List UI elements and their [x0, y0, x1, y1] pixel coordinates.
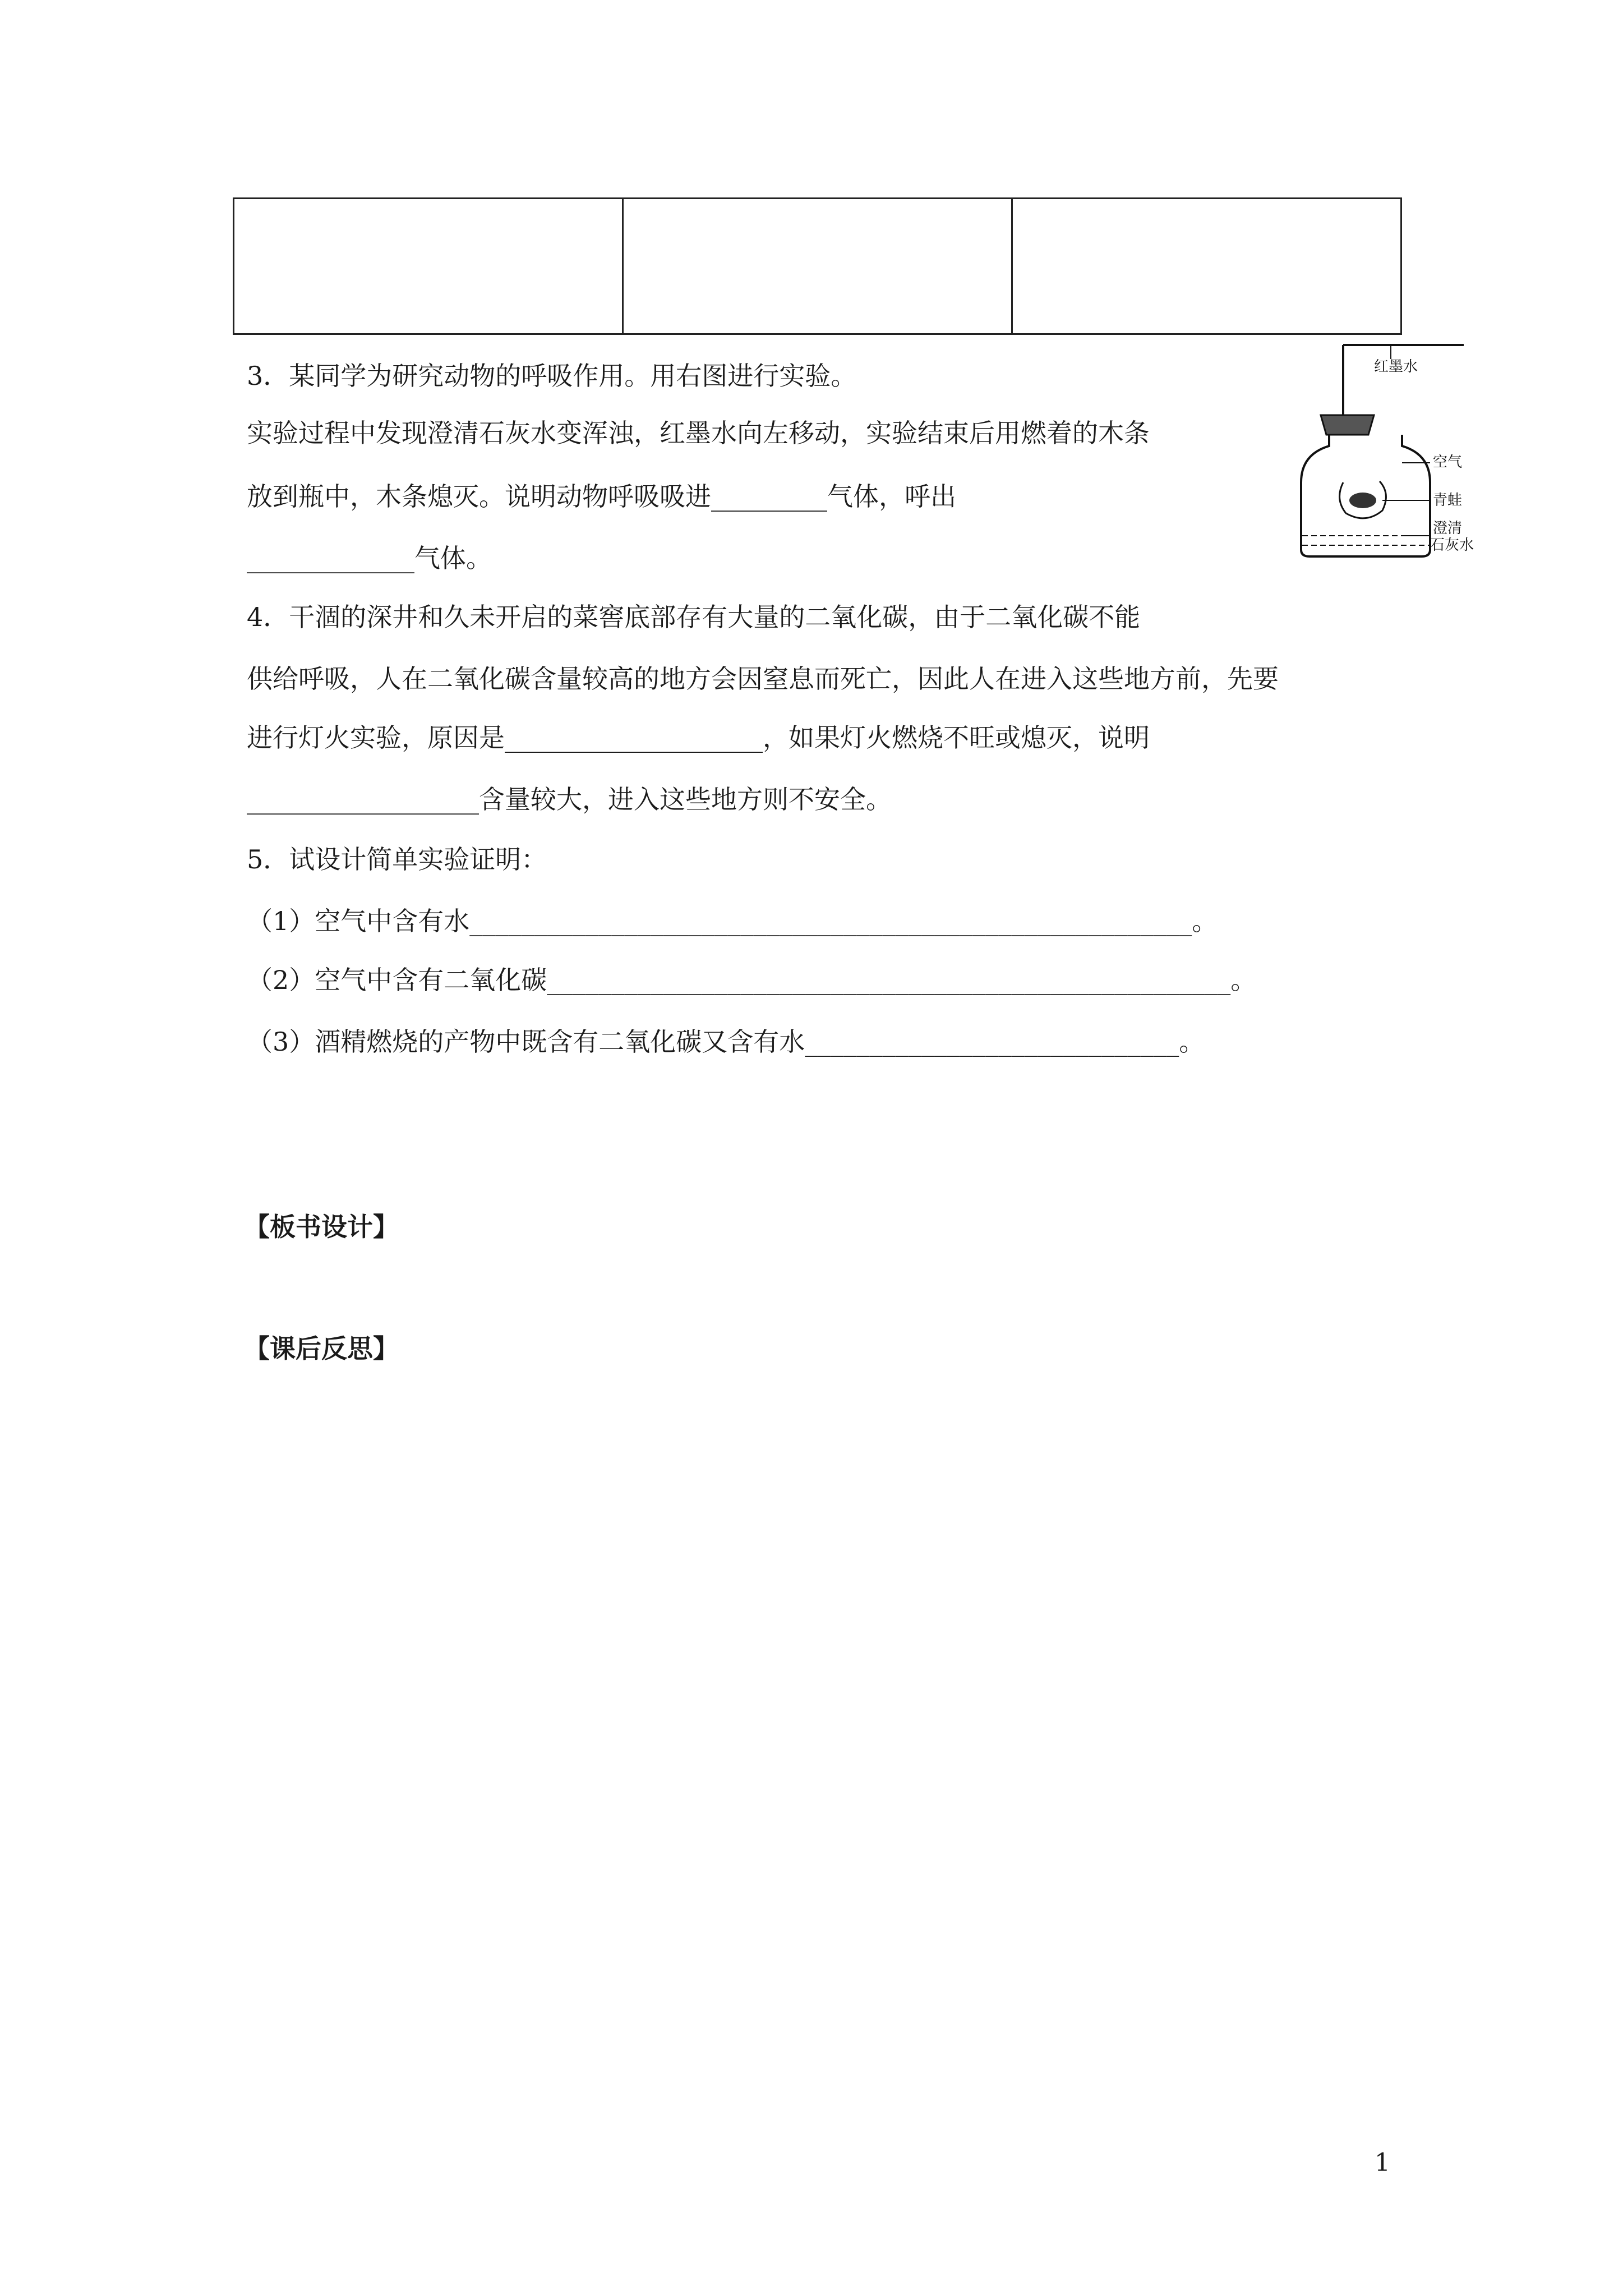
q5-item-end: 。 — [1230, 965, 1257, 995]
heading-reflection: 【课后反思】 — [244, 1333, 399, 1364]
q4-blank-reason: ____________________ — [505, 723, 763, 753]
q5-item-blank: ________________________________________________________ — [469, 906, 1192, 936]
q3-blank-inhale: _________ — [711, 481, 827, 512]
label-clear: 澄清 — [1433, 520, 1463, 537]
label-frog: 青蛙 — [1433, 492, 1463, 509]
q5-item-3 — [247, 1024, 1205, 1060]
q5-item-end: 。 — [1192, 906, 1218, 936]
heading-board-design: 【板书设计】 — [244, 1212, 399, 1242]
q5-item-label: （2）空气中含有二氧化碳 — [247, 965, 547, 995]
q4-line4 — [247, 781, 892, 817]
q4-line1: 4．干涸的深井和久未开启的菜窖底部存有大量的二氧化碳，由于二氧化碳不能 — [247, 602, 1141, 632]
q3-line3 — [247, 478, 956, 514]
q5-item-end: 。 — [1179, 1027, 1205, 1057]
q3-line4 — [247, 540, 492, 576]
q3-line3-text-b: 气体，呼出 — [827, 481, 956, 512]
q5-item-label: （1）空气中含有水 — [247, 906, 470, 936]
q3-line1: 3．某同学为研究动物的呼吸作用。用右图进行实验。 — [247, 361, 857, 391]
q5-item-blank: _____________________________ — [805, 1027, 1179, 1057]
q5-item-blank: _____________________________________________________ — [547, 965, 1231, 995]
q4-line3 — [247, 720, 1150, 756]
q5-item-2 — [247, 962, 1256, 998]
q3-line3-text: 放到瓶中，木条熄灭。说明动物呼吸吸进 — [247, 481, 711, 512]
q3-line4-text: 气体。 — [414, 543, 492, 573]
q4-line2: 供给呼吸，人在二氧化碳含量较高的地方会因窒息而死亡，因此人在进入这些地方前，先要 — [247, 664, 1279, 694]
q5-item-label: （3）酒精燃烧的产物中既含有二氧化碳又含有水 — [247, 1027, 805, 1057]
q5-title: 5．试设计简单实验证明： — [247, 844, 547, 875]
label-red-ink: 红墨水 — [1374, 358, 1418, 375]
q4-line4-text: 含量较大，进入这些地方则不安全。 — [479, 784, 892, 815]
table-cell — [1012, 199, 1401, 334]
table-cell — [234, 199, 623, 334]
frog-respiration-apparatus-figure — [1290, 337, 1475, 561]
q4-line3-text: 进行灯火实验，原因是 — [247, 723, 505, 753]
q4-blank-gas: __________________ — [247, 784, 479, 815]
label-air: 空气 — [1433, 454, 1463, 471]
q5-item-1 — [247, 903, 1218, 939]
q4-line3-text-b: ，如果灯火燃烧不旺或熄灭，说明 — [763, 723, 1150, 753]
empty-answer-table — [233, 197, 1402, 335]
q3-blank-exhale: _____________ — [247, 543, 414, 573]
q3-line2: 实验过程中发现澄清石灰水变浑浊，红墨水向左移动，实验结束后用燃着的木条 — [247, 418, 1150, 448]
label-limewater: 石灰水 — [1430, 537, 1474, 554]
page-number: 1 — [1375, 2148, 1390, 2177]
table-cell — [623, 199, 1012, 334]
